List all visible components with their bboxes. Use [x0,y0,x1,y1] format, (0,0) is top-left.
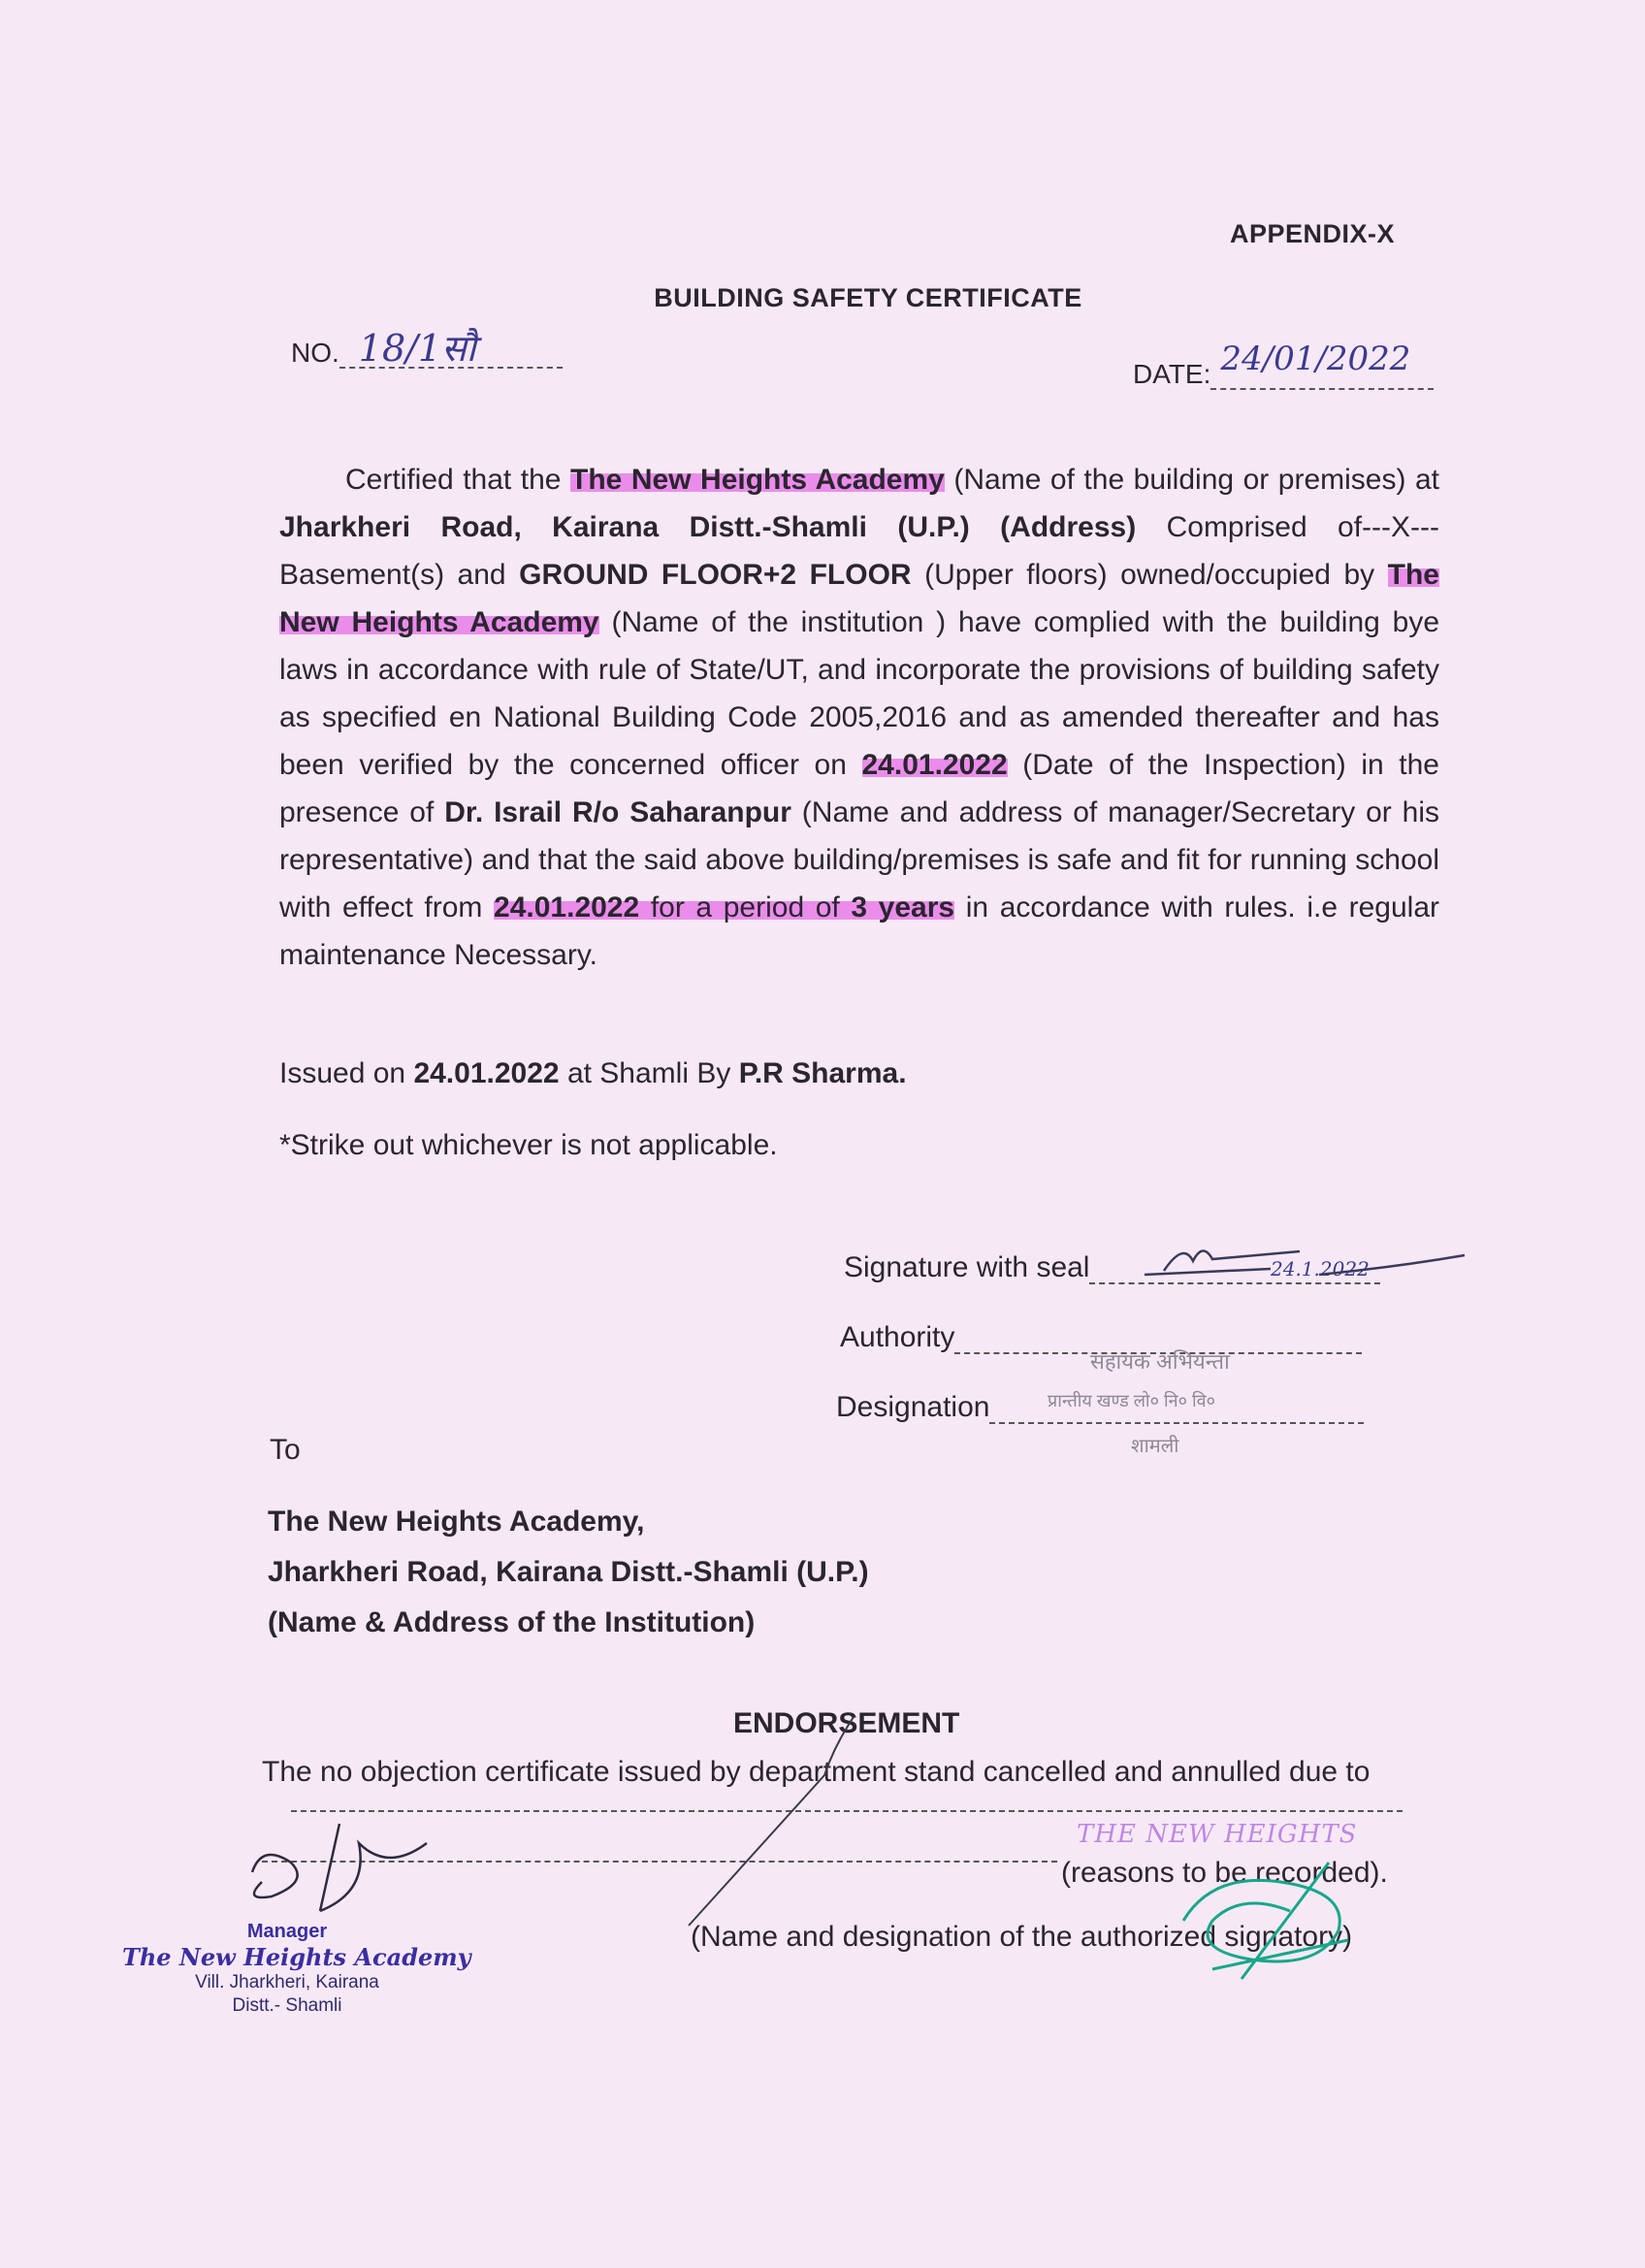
number-label: NO. [291,338,339,368]
appendix-label: APPENDIX-X [1230,219,1396,248]
endorsement-title: ENDORSEMENT [733,1707,960,1739]
signature-label: Signature with seal [844,1251,1090,1283]
recipient-caption: (Name & Address of the Institution) [268,1606,756,1638]
body-text: (Name of the building or premises) at [953,464,1439,496]
effect-date: 24.01.2022 [494,891,640,923]
body-text: (Upper floors) owned/occupied by [924,559,1375,591]
signature-date: 24.1.2022 [1271,1257,1370,1280]
institution-name: The New Heights Academy [279,559,1439,638]
body-text: in accordance with rules. i.e regular maintenance Necessary. [279,891,1440,971]
institution-name: The New Heights Academy [570,464,945,496]
issuer-name: P.R Sharma. [738,1057,907,1089]
issued-date: 24.01.2022 [413,1057,560,1089]
validity-period: 3 years [851,891,955,923]
premises-address: Jharkheri Road, Kairana Distt.-Shamli (U.P.) (Address) [279,511,1137,543]
stamp-district: Distt.- Shamli [232,1995,342,2016]
manager-name: Dr. Israil R/o Saharanpur [444,796,791,828]
floors-value: GROUND FLOOR+2 FLOOR [519,559,912,591]
issued-prefix: Issued on [279,1057,406,1089]
body-text: (Name of the institution ) have complied with the building bye laws in accordance with rule of State/UT, and incorporate the provisions of building safety as specified en National Building Code 2005,2016 and as amended thereafter and has been verified by the concerned officer on [279,606,1440,781]
certificate-title: BUILDING SAFETY CERTIFICATE [654,283,1082,312]
body-text: Certified that the [345,464,562,496]
number-field [339,327,563,370]
designation-label: Designation [836,1391,990,1423]
recipient-name: The New Heights Academy, [268,1506,645,1538]
certificate-date [1133,340,1434,390]
authorized-signatory-caption: (Name and designation of the authorized signatory) [691,1921,1353,1953]
institution-stamp-right: THE NEW HEIGHTS [1077,1820,1358,1849]
issued-line [279,1057,907,1090]
green-signature [1154,1843,1387,1998]
body-text: Comprised of---X---Basement(s) and [279,511,1439,591]
manager-signature [233,1804,446,1950]
reasons-caption: (reasons to be recorded). [1061,1857,1388,1889]
to-label: To [270,1434,301,1466]
body-text: (Name and address of manager/Secretary or his representative) and that the said above building/premises is safe and fit for running school with effect from [279,796,1439,923]
strike-note: *Strike out whichever is not applicable. [279,1129,778,1161]
date-field [1210,340,1434,390]
endorsement-strike-mark [679,1707,873,1930]
endorsement-text: The no objection certificate issued by department stand cancelled and annulled due to [262,1756,1371,1788]
certificate-body [279,456,1439,979]
issued-place: at Shamli By [566,1057,731,1089]
stamp-academy: The New Heights Academy [122,1943,471,1971]
date-label: DATE: [1133,359,1211,389]
number-value: 18/1सौ [358,327,476,370]
official-seal-line3: शामली [1131,1436,1179,1457]
authority-signature [1125,1232,1474,1290]
authority-label: Authority [840,1321,955,1353]
recipient-address: Jharkheri Road, Kairana Distt.-Shamli (U.P.) [268,1556,869,1588]
stamp-village: Vill. Jharkheri, Kairana [195,1972,379,1993]
certificate-number [291,327,563,370]
date-value: 24/01/2022 [1220,340,1411,378]
body-text: for a period of [650,891,840,923]
inspection-date: 24.01.2022 [861,749,1008,781]
stamp-manager: Manager [246,1921,328,1942]
official-seal-line1: सहायक अभियन्ता [1090,1349,1230,1374]
body-text: (Date of the Inspection) in the presence of [279,749,1439,828]
official-seal-line2: प्रान्तीय खण्ड लो० नि० वि० [1048,1391,1215,1410]
